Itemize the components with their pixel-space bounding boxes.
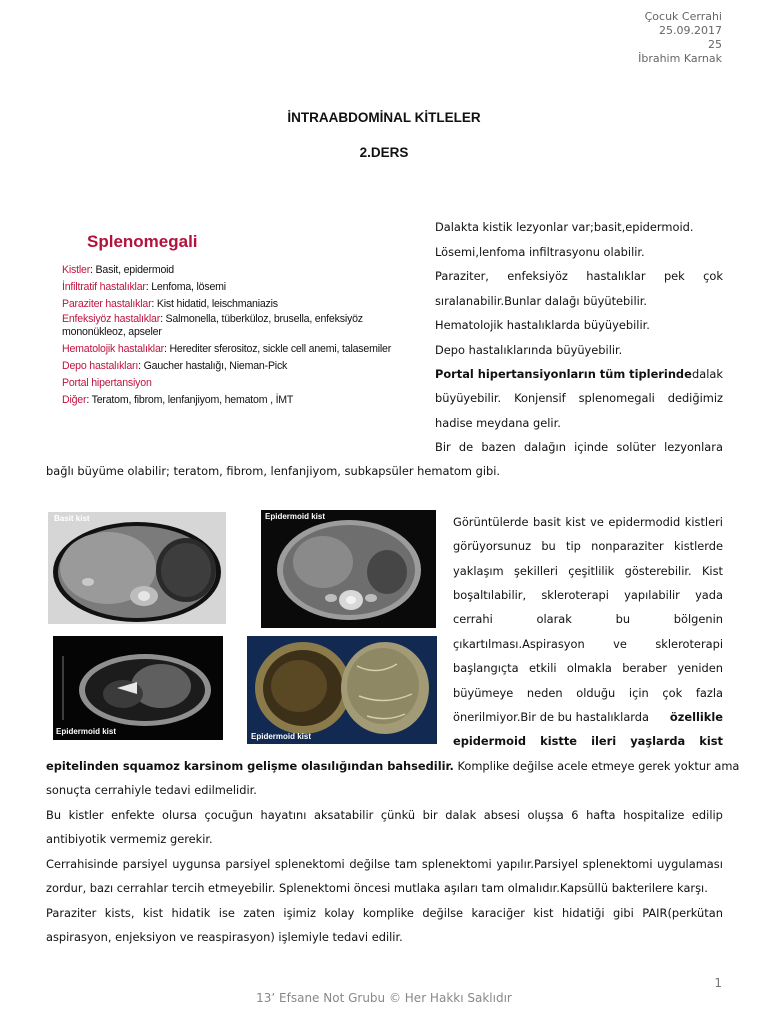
- page-number: 1: [714, 976, 722, 990]
- slide-title: Splenomegali: [87, 232, 198, 251]
- text-line: Görüntülerde basit kist ve epidermodid kistleri: [453, 515, 723, 529]
- text-line: Dalakta kistik lezyonlar var;basit,epidermoid.: [435, 220, 694, 234]
- text-line: Cerrahisinde parsiyel uygunsa parsiyel splenektomi değilse tam splenektomi yapılır.Parsiyel splenektomi uygulaması: [46, 857, 723, 871]
- ct-image-epidermoid-kist-1: [261, 510, 436, 628]
- specimen-graphic: [247, 636, 437, 744]
- text-line: yaklaşım şekilleri çeşitlilik gösterebilir. Kist: [453, 564, 723, 578]
- slide-item: Enfeksiyöz hastalıklar: Salmonella, tüberküloz, brusella, enfeksiyöz mononükleoz, apseler: [62, 313, 363, 338]
- slide-item: Paraziter hastalıklar: Kist hidatid, leischmaniazis: [62, 298, 278, 310]
- text-line: bağlı büyüme olabilir; teratom, fibrom, lenfanjiyom, subkapsüler hematom gibi.: [46, 464, 501, 478]
- text-line: başlangıçta etkili olmakla beraber yeniden: [453, 661, 723, 675]
- copyright-footer: 13’ Efsane Not Grubu © Her Hakkı Saklıdır: [256, 991, 512, 1005]
- splenomegali-slide: [56, 226, 408, 436]
- text-line: sonuçta cerrahiyle tedavi edilmelidir.: [46, 783, 257, 797]
- document-title: İNTRAABDOMİNAL KİTLELER: [287, 110, 481, 125]
- text-line: Bu kistler enfekte olursa çocuğun hayatını aksatabilir çünkü bir dalak absesi oluşsa 6 hafta hospitalize edilip: [46, 808, 723, 822]
- ct-scan-graphic: [48, 512, 226, 624]
- text-line: zordur, bazı cerrahlar tercih etmeyebilir. Splenektomi öncesi mutlaka aşıları tam olmalıdır.Kapsüllü bakterilere karşı.: [46, 881, 708, 895]
- slide-item: Hematolojik hastalıklar: Herediter sferositoz, sickle cell anemi, talasemiler: [62, 343, 392, 355]
- text-line: Paraziter, enfeksiyöz hastalıklar pek çok: [435, 269, 723, 283]
- text-line: Lösemi,lenfoma infiltrasyonu olabilir.: [435, 245, 645, 259]
- text-line: sıralanabilir.Bunlar dalağı büyütebilir.: [435, 294, 648, 308]
- slide-list: [62, 262, 391, 409]
- text-line: epitelinden squamoz karsinom gelişme olasılığından bahsedilir. Komplike değilse acele etmeye gerek yoktur ama: [46, 759, 740, 773]
- text-line: Hematolojik hastalıklarda büyüyebilir.: [435, 318, 650, 332]
- document-header: [638, 10, 722, 66]
- text-line: çıkartılması.Aspirasyon ve skleroterapi: [453, 637, 723, 651]
- text-line: Paraziter kists, kist hidatik ise zaten işimiz kolay komplike değilse karaciğer kist hidatiği gibi PAIR(perkütan: [46, 906, 723, 920]
- text-line: büyüyebilir. Konjensif splenomegali dediğimiz: [435, 391, 723, 405]
- text-line: cerrahi olarak bu bölgenin: [453, 612, 723, 626]
- ct-image-epidermoid-kist-2: [53, 636, 223, 740]
- slide-item: İnfiltratif hastalıklar: Lenfoma, lösemi: [62, 281, 226, 293]
- text-line: önerilmiyor.Bir de bu hastalıklarda özellikle: [453, 710, 723, 724]
- text-line: epidermoid kistte ileri yaşlarda kist: [453, 734, 723, 748]
- slide-item: Depo hastalıkları: Gaucher hastalığı, Nieman-Pick: [62, 360, 288, 372]
- ct-image-basit-kist: [48, 512, 226, 624]
- lecture-number: 25: [708, 38, 722, 51]
- text-line: görüyorsunuz bu tip nonparaziter kistlerde: [453, 539, 723, 553]
- course-name: Çocuk Cerrahi: [644, 10, 722, 23]
- image-caption: Epidermoid kist: [56, 727, 117, 736]
- lecture-date: 25.09.2017: [659, 24, 722, 37]
- text-line: antibiyotik vermemiz gerekir.: [46, 832, 213, 846]
- slide-item: Diğer: Teratom, fibrom, lenfanjiyom, hematom , İMT: [62, 394, 294, 406]
- image-caption: Basit kist: [54, 514, 90, 523]
- text-line: büyümeye neden olduğu için çok fazla: [453, 686, 723, 700]
- text-line: hadise meydana gelir.: [435, 416, 561, 430]
- author-name: İbrahim Karnak: [638, 52, 722, 65]
- text-line: Depo hastalıklarında büyüyebilir.: [435, 343, 623, 357]
- text-line: aspirasyon, enjeksiyon ve reaspirasyon) işlemiyle tedavi edilir.: [46, 930, 403, 944]
- ct-scan-graphic: [53, 636, 223, 740]
- text-line: Bir de bazen dalağın içinde solüter lezyonlara: [435, 440, 723, 454]
- image-caption: Epidermoid kist: [251, 732, 312, 741]
- ct-scan-graphic: [261, 510, 436, 628]
- lecture-subtitle: 2.DERS: [359, 145, 409, 160]
- text-line: Portal hipertansiyonların tüm tiplerinde dalak: [435, 367, 723, 381]
- text-line: boşaltılabilir, skleroterapi yapılabilir yada: [453, 588, 723, 602]
- slide-item: Portal hipertansiyon: [62, 377, 152, 389]
- specimen-image-epidermoid-kist: [247, 636, 437, 744]
- slide-item: Kistler: Basit, epidermoid: [62, 264, 174, 276]
- image-caption: Epidermoid kist: [265, 512, 326, 521]
